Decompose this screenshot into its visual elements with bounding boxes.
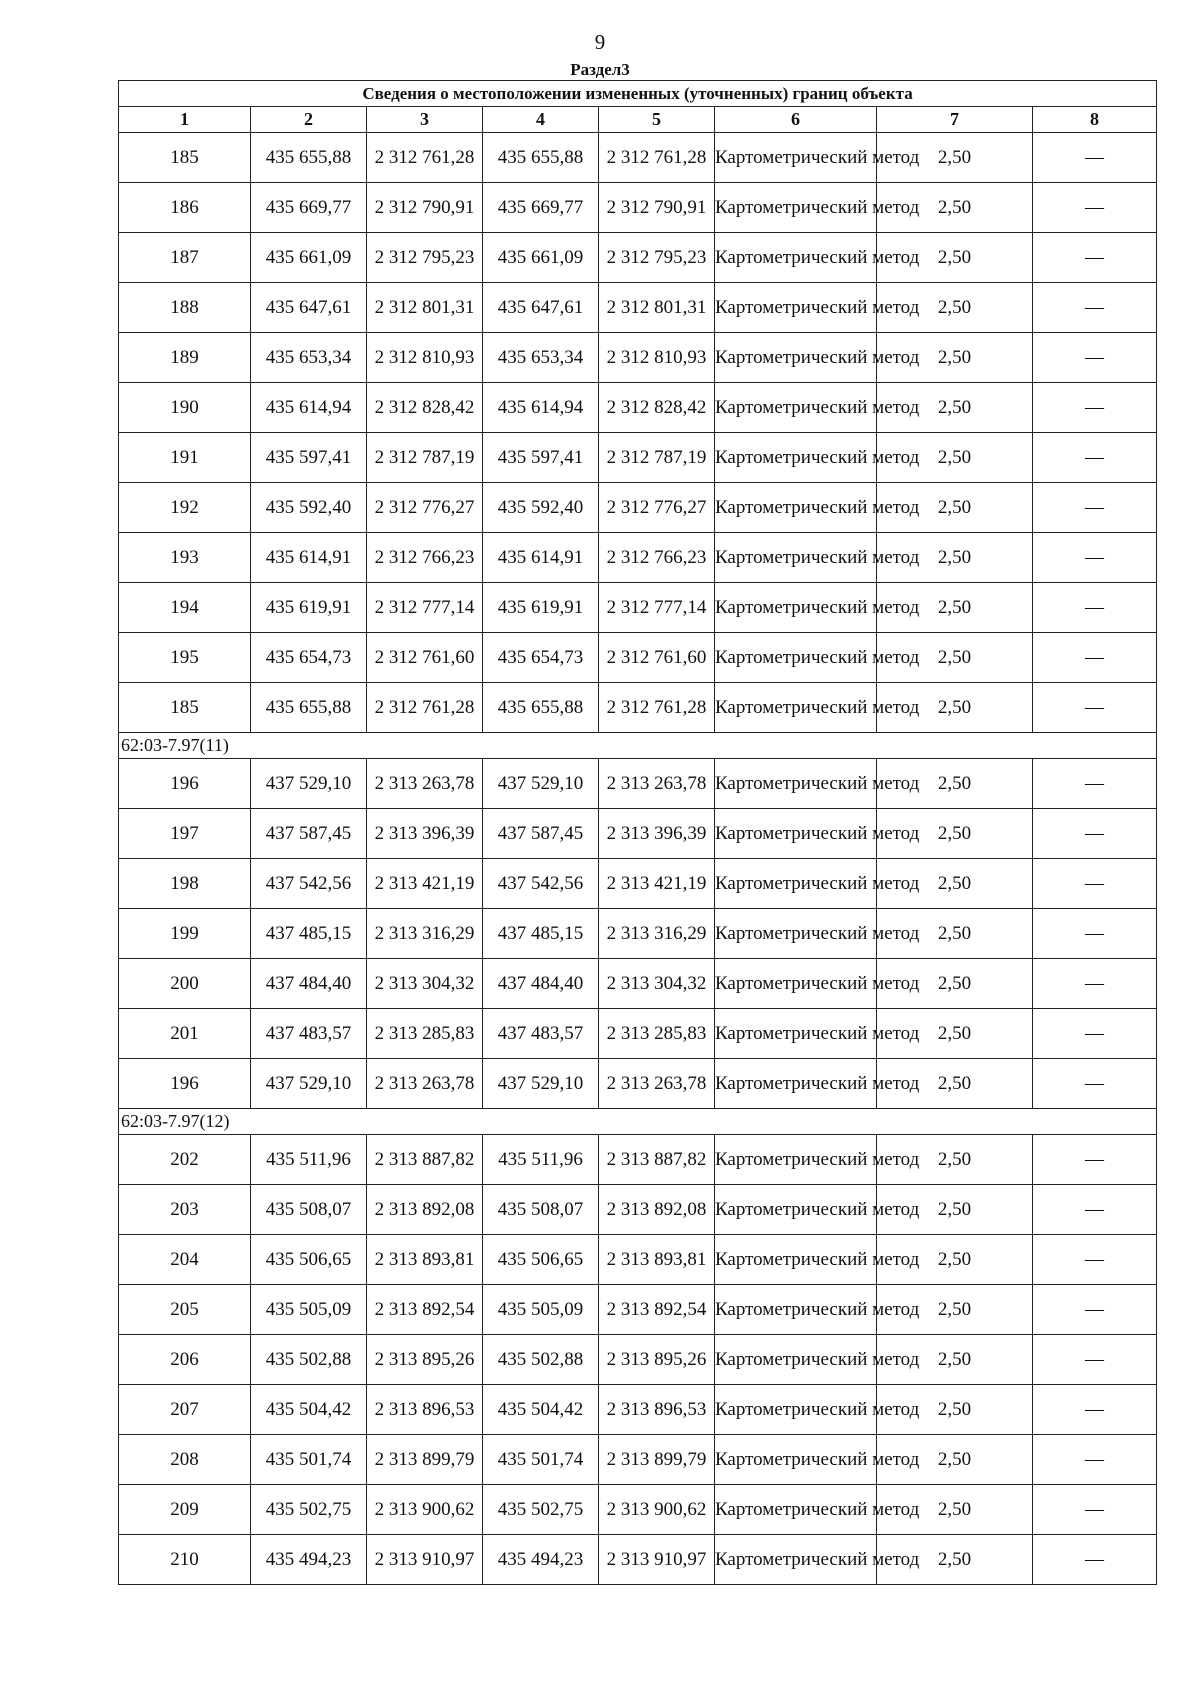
point-number-cell: 193 bbox=[119, 533, 251, 583]
method-cell: Картометрический метод bbox=[715, 1485, 877, 1535]
x-coord-new-cell: 435 614,91 bbox=[483, 533, 599, 583]
point-number-cell: 203 bbox=[119, 1185, 251, 1235]
table-row bbox=[119, 1009, 1157, 1059]
table-row bbox=[119, 1385, 1157, 1435]
description-cell: — bbox=[1033, 1335, 1157, 1385]
x-coord-new-cell: 435 661,09 bbox=[483, 233, 599, 283]
point-number-cell: 207 bbox=[119, 1385, 251, 1435]
point-number-cell: 191 bbox=[119, 433, 251, 483]
boundary-table bbox=[118, 80, 1157, 1585]
table-row bbox=[119, 433, 1157, 483]
group-label: 62:03-7.97(12) bbox=[119, 1109, 1157, 1135]
x-coord-new-cell: 435 502,75 bbox=[483, 1485, 599, 1535]
accuracy-cell: 2,50 bbox=[877, 283, 1033, 333]
x-coord-new-cell: 435 505,09 bbox=[483, 1285, 599, 1335]
x-coord-cell: 435 647,61 bbox=[251, 283, 367, 333]
description-cell: — bbox=[1033, 1535, 1157, 1585]
y-coord-cell: 2 313 396,39 bbox=[367, 809, 483, 859]
x-coord-new-cell: 437 529,10 bbox=[483, 1059, 599, 1109]
table-row bbox=[119, 633, 1157, 683]
y-coord-cell: 2 313 887,82 bbox=[367, 1135, 483, 1185]
method-cell: Картометрический метод bbox=[715, 1285, 877, 1335]
group-label: 62:03-7.97(11) bbox=[119, 733, 1157, 759]
method-cell: Картометрический метод bbox=[715, 583, 877, 633]
x-coord-new-cell: 435 511,96 bbox=[483, 1135, 599, 1185]
y-coord-new-cell: 2 312 761,28 bbox=[599, 133, 715, 183]
table-body bbox=[119, 133, 1157, 1585]
point-number-cell: 190 bbox=[119, 383, 251, 433]
x-coord-new-cell: 435 597,41 bbox=[483, 433, 599, 483]
x-coord-cell: 435 504,42 bbox=[251, 1385, 367, 1435]
y-coord-cell: 2 313 899,79 bbox=[367, 1435, 483, 1485]
table-row bbox=[119, 809, 1157, 859]
accuracy-cell: 2,50 bbox=[877, 1335, 1033, 1385]
x-coord-cell: 435 506,65 bbox=[251, 1235, 367, 1285]
y-coord-new-cell: 2 313 304,32 bbox=[599, 959, 715, 1009]
table-row bbox=[119, 859, 1157, 909]
y-coord-cell: 2 312 801,31 bbox=[367, 283, 483, 333]
table-row bbox=[119, 183, 1157, 233]
x-coord-cell: 435 597,41 bbox=[251, 433, 367, 483]
table-row bbox=[119, 333, 1157, 383]
y-coord-new-cell: 2 312 790,91 bbox=[599, 183, 715, 233]
method-cell: Картометрический метод bbox=[715, 959, 877, 1009]
accuracy-cell: 2,50 bbox=[877, 1385, 1033, 1435]
x-coord-cell: 435 614,94 bbox=[251, 383, 367, 433]
y-coord-new-cell: 2 313 892,08 bbox=[599, 1185, 715, 1235]
y-coord-cell: 2 312 828,42 bbox=[367, 383, 483, 433]
y-coord-new-cell: 2 313 316,29 bbox=[599, 909, 715, 959]
y-coord-new-cell: 2 313 896,53 bbox=[599, 1385, 715, 1435]
y-coord-new-cell: 2 313 895,26 bbox=[599, 1335, 715, 1385]
y-coord-new-cell: 2 313 887,82 bbox=[599, 1135, 715, 1185]
description-cell: — bbox=[1033, 1385, 1157, 1435]
description-cell: — bbox=[1033, 1135, 1157, 1185]
x-coord-new-cell: 435 655,88 bbox=[483, 133, 599, 183]
description-cell: — bbox=[1033, 1009, 1157, 1059]
description-cell: — bbox=[1033, 283, 1157, 333]
column-number: 7 bbox=[877, 107, 1033, 133]
y-coord-cell: 2 312 766,23 bbox=[367, 533, 483, 583]
column-number: 4 bbox=[483, 107, 599, 133]
x-coord-new-cell: 435 654,73 bbox=[483, 633, 599, 683]
accuracy-cell: 2,50 bbox=[877, 433, 1033, 483]
x-coord-new-cell: 435 501,74 bbox=[483, 1435, 599, 1485]
point-number-cell: 210 bbox=[119, 1535, 251, 1585]
accuracy-cell: 2,50 bbox=[877, 183, 1033, 233]
y-coord-new-cell: 2 312 761,28 bbox=[599, 683, 715, 733]
x-coord-new-cell: 435 502,88 bbox=[483, 1335, 599, 1385]
y-coord-new-cell: 2 312 777,14 bbox=[599, 583, 715, 633]
x-coord-new-cell: 437 484,40 bbox=[483, 959, 599, 1009]
y-coord-cell: 2 313 895,26 bbox=[367, 1335, 483, 1385]
column-number: 3 bbox=[367, 107, 483, 133]
x-coord-cell: 435 511,96 bbox=[251, 1135, 367, 1185]
accuracy-cell: 2,50 bbox=[877, 1009, 1033, 1059]
x-coord-new-cell: 435 494,23 bbox=[483, 1535, 599, 1585]
description-cell: — bbox=[1033, 383, 1157, 433]
x-coord-cell: 435 619,91 bbox=[251, 583, 367, 633]
x-coord-cell: 435 494,23 bbox=[251, 1535, 367, 1585]
description-cell: — bbox=[1033, 683, 1157, 733]
point-number-cell: 200 bbox=[119, 959, 251, 1009]
y-coord-cell: 2 313 896,53 bbox=[367, 1385, 483, 1435]
group-label-row bbox=[119, 1109, 1157, 1135]
description-cell: — bbox=[1033, 133, 1157, 183]
y-coord-new-cell: 2 313 421,19 bbox=[599, 859, 715, 909]
y-coord-cell: 2 313 263,78 bbox=[367, 1059, 483, 1109]
description-cell: — bbox=[1033, 1185, 1157, 1235]
x-coord-new-cell: 435 669,77 bbox=[483, 183, 599, 233]
method-cell: Картометрический метод bbox=[715, 133, 877, 183]
x-coord-new-cell: 435 619,91 bbox=[483, 583, 599, 633]
description-cell: — bbox=[1033, 809, 1157, 859]
y-coord-cell: 2 313 304,32 bbox=[367, 959, 483, 1009]
accuracy-cell: 2,50 bbox=[877, 233, 1033, 283]
accuracy-cell: 2,50 bbox=[877, 583, 1033, 633]
table-row bbox=[119, 383, 1157, 433]
x-coord-cell: 435 655,88 bbox=[251, 133, 367, 183]
page-number: 9 bbox=[594, 30, 606, 54]
x-coord-cell: 435 505,09 bbox=[251, 1285, 367, 1335]
accuracy-cell: 2,50 bbox=[877, 909, 1033, 959]
description-cell: — bbox=[1033, 333, 1157, 383]
y-coord-new-cell: 2 312 801,31 bbox=[599, 283, 715, 333]
point-number-cell: 198 bbox=[119, 859, 251, 909]
column-number: 5 bbox=[599, 107, 715, 133]
method-cell: Картометрический метод bbox=[715, 433, 877, 483]
group-label-row bbox=[119, 733, 1157, 759]
table-row bbox=[119, 583, 1157, 633]
description-cell: — bbox=[1033, 483, 1157, 533]
y-coord-cell: 2 312 761,28 bbox=[367, 133, 483, 183]
method-cell: Картометрический метод bbox=[715, 1235, 877, 1285]
method-cell: Картометрический метод bbox=[715, 483, 877, 533]
y-coord-cell: 2 313 892,54 bbox=[367, 1285, 483, 1335]
y-coord-new-cell: 2 313 396,39 bbox=[599, 809, 715, 859]
y-coord-cell: 2 312 790,91 bbox=[367, 183, 483, 233]
x-coord-new-cell: 437 542,56 bbox=[483, 859, 599, 909]
y-coord-new-cell: 2 313 892,54 bbox=[599, 1285, 715, 1335]
description-cell: — bbox=[1033, 1059, 1157, 1109]
accuracy-cell: 2,50 bbox=[877, 759, 1033, 809]
x-coord-new-cell: 435 504,42 bbox=[483, 1385, 599, 1435]
method-cell: Картометрический метод bbox=[715, 333, 877, 383]
y-coord-cell: 2 313 316,29 bbox=[367, 909, 483, 959]
description-cell: — bbox=[1033, 1235, 1157, 1285]
accuracy-cell: 2,50 bbox=[877, 859, 1033, 909]
accuracy-cell: 2,50 bbox=[877, 809, 1033, 859]
table-row bbox=[119, 133, 1157, 183]
column-number: 1 bbox=[119, 107, 251, 133]
accuracy-cell: 2,50 bbox=[877, 133, 1033, 183]
table-row bbox=[119, 533, 1157, 583]
y-coord-cell: 2 312 795,23 bbox=[367, 233, 483, 283]
point-number-cell: 202 bbox=[119, 1135, 251, 1185]
y-coord-cell: 2 312 776,27 bbox=[367, 483, 483, 533]
table-row bbox=[119, 1059, 1157, 1109]
point-number-cell: 187 bbox=[119, 233, 251, 283]
x-coord-new-cell: 437 529,10 bbox=[483, 759, 599, 809]
point-number-cell: 206 bbox=[119, 1335, 251, 1385]
point-number-cell: 196 bbox=[119, 759, 251, 809]
x-coord-cell: 437 529,10 bbox=[251, 759, 367, 809]
point-number-cell: 205 bbox=[119, 1285, 251, 1335]
x-coord-new-cell: 435 647,61 bbox=[483, 283, 599, 333]
y-coord-cell: 2 312 761,60 bbox=[367, 633, 483, 683]
accuracy-cell: 2,50 bbox=[877, 959, 1033, 1009]
method-cell: Картометрический метод bbox=[715, 809, 877, 859]
x-coord-new-cell: 437 483,57 bbox=[483, 1009, 599, 1059]
description-cell: — bbox=[1033, 1435, 1157, 1485]
accuracy-cell: 2,50 bbox=[877, 1435, 1033, 1485]
accuracy-cell: 2,50 bbox=[877, 483, 1033, 533]
point-number-cell: 192 bbox=[119, 483, 251, 533]
y-coord-cell: 2 313 910,97 bbox=[367, 1535, 483, 1585]
point-number-cell: 185 bbox=[119, 133, 251, 183]
x-coord-cell: 435 592,40 bbox=[251, 483, 367, 533]
accuracy-cell: 2,50 bbox=[877, 1135, 1033, 1185]
point-number-cell: 208 bbox=[119, 1435, 251, 1485]
y-coord-cell: 2 313 263,78 bbox=[367, 759, 483, 809]
point-number-cell: 186 bbox=[119, 183, 251, 233]
y-coord-new-cell: 2 313 893,81 bbox=[599, 1235, 715, 1285]
y-coord-new-cell: 2 313 263,78 bbox=[599, 759, 715, 809]
y-coord-cell: 2 312 810,93 bbox=[367, 333, 483, 383]
method-cell: Картометрический метод bbox=[715, 233, 877, 283]
description-cell: — bbox=[1033, 633, 1157, 683]
table-row bbox=[119, 233, 1157, 283]
description-cell: — bbox=[1033, 859, 1157, 909]
accuracy-cell: 2,50 bbox=[877, 533, 1033, 583]
method-cell: Картометрический метод bbox=[715, 1009, 877, 1059]
x-coord-cell: 437 542,56 bbox=[251, 859, 367, 909]
method-cell: Картометрический метод bbox=[715, 683, 877, 733]
y-coord-cell: 2 312 777,14 bbox=[367, 583, 483, 633]
x-coord-cell: 437 484,40 bbox=[251, 959, 367, 1009]
accuracy-cell: 2,50 bbox=[877, 1485, 1033, 1535]
x-coord-cell: 435 501,74 bbox=[251, 1435, 367, 1485]
description-cell: — bbox=[1033, 1485, 1157, 1535]
x-coord-new-cell: 435 655,88 bbox=[483, 683, 599, 733]
point-number-cell: 194 bbox=[119, 583, 251, 633]
x-coord-new-cell: 435 614,94 bbox=[483, 383, 599, 433]
table-row bbox=[119, 1135, 1157, 1185]
y-coord-new-cell: 2 312 766,23 bbox=[599, 533, 715, 583]
method-cell: Картометрический метод bbox=[715, 633, 877, 683]
x-coord-cell: 435 653,34 bbox=[251, 333, 367, 383]
table-row bbox=[119, 1335, 1157, 1385]
table-row bbox=[119, 1285, 1157, 1335]
x-coord-cell: 437 483,57 bbox=[251, 1009, 367, 1059]
description-cell: — bbox=[1033, 959, 1157, 1009]
x-coord-new-cell: 435 506,65 bbox=[483, 1235, 599, 1285]
point-number-cell: 199 bbox=[119, 909, 251, 959]
x-coord-cell: 437 529,10 bbox=[251, 1059, 367, 1109]
point-number-cell: 188 bbox=[119, 283, 251, 333]
table-row bbox=[119, 909, 1157, 959]
description-cell: — bbox=[1033, 233, 1157, 283]
method-cell: Картометрический метод bbox=[715, 1185, 877, 1235]
table-row bbox=[119, 959, 1157, 1009]
y-coord-cell: 2 313 893,81 bbox=[367, 1235, 483, 1285]
accuracy-cell: 2,50 bbox=[877, 1285, 1033, 1335]
table-row bbox=[119, 683, 1157, 733]
x-coord-new-cell: 437 587,45 bbox=[483, 809, 599, 859]
method-cell: Картометрический метод bbox=[715, 1435, 877, 1485]
y-coord-cell: 2 313 421,19 bbox=[367, 859, 483, 909]
description-cell: — bbox=[1033, 583, 1157, 633]
method-cell: Картометрический метод bbox=[715, 1135, 877, 1185]
point-number-cell: 196 bbox=[119, 1059, 251, 1109]
table-row bbox=[119, 483, 1157, 533]
table-row bbox=[119, 1185, 1157, 1235]
accuracy-cell: 2,50 bbox=[877, 683, 1033, 733]
x-coord-cell: 435 614,91 bbox=[251, 533, 367, 583]
method-cell: Картометрический метод bbox=[715, 183, 877, 233]
y-coord-new-cell: 2 313 285,83 bbox=[599, 1009, 715, 1059]
point-number-cell: 201 bbox=[119, 1009, 251, 1059]
method-cell: Картометрический метод bbox=[715, 1335, 877, 1385]
method-cell: Картометрический метод bbox=[715, 533, 877, 583]
y-coord-cell: 2 312 761,28 bbox=[367, 683, 483, 733]
method-cell: Картометрический метод bbox=[715, 909, 877, 959]
accuracy-cell: 2,50 bbox=[877, 1185, 1033, 1235]
x-coord-cell: 435 669,77 bbox=[251, 183, 367, 233]
y-coord-new-cell: 2 313 899,79 bbox=[599, 1435, 715, 1485]
y-coord-cell: 2 313 285,83 bbox=[367, 1009, 483, 1059]
x-coord-cell: 437 587,45 bbox=[251, 809, 367, 859]
table-row bbox=[119, 1485, 1157, 1535]
y-coord-new-cell: 2 313 900,62 bbox=[599, 1485, 715, 1535]
description-cell: — bbox=[1033, 533, 1157, 583]
section-title: Раздел3 bbox=[570, 60, 630, 79]
table-caption: Сведения о местоположении измененных (уточненных) границ объекта bbox=[119, 81, 1157, 107]
table-row bbox=[119, 1435, 1157, 1485]
y-coord-cell: 2 313 900,62 bbox=[367, 1485, 483, 1535]
x-coord-cell: 435 502,75 bbox=[251, 1485, 367, 1535]
y-coord-new-cell: 2 313 910,97 bbox=[599, 1535, 715, 1585]
y-coord-new-cell: 2 312 795,23 bbox=[599, 233, 715, 283]
accuracy-cell: 2,50 bbox=[877, 633, 1033, 683]
x-coord-cell: 435 661,09 bbox=[251, 233, 367, 283]
accuracy-cell: 2,50 bbox=[877, 333, 1033, 383]
method-cell: Картометрический метод bbox=[715, 859, 877, 909]
x-coord-new-cell: 435 653,34 bbox=[483, 333, 599, 383]
point-number-cell: 189 bbox=[119, 333, 251, 383]
table-row bbox=[119, 283, 1157, 333]
accuracy-cell: 2,50 bbox=[877, 1235, 1033, 1285]
description-cell: — bbox=[1033, 433, 1157, 483]
description-cell: — bbox=[1033, 1285, 1157, 1335]
method-cell: Картометрический метод bbox=[715, 1385, 877, 1435]
table-row bbox=[119, 759, 1157, 809]
x-coord-new-cell: 437 485,15 bbox=[483, 909, 599, 959]
method-cell: Картометрический метод bbox=[715, 383, 877, 433]
y-coord-new-cell: 2 312 828,42 bbox=[599, 383, 715, 433]
x-coord-cell: 435 508,07 bbox=[251, 1185, 367, 1235]
y-coord-new-cell: 2 312 810,93 bbox=[599, 333, 715, 383]
y-coord-new-cell: 2 313 263,78 bbox=[599, 1059, 715, 1109]
method-cell: Картометрический метод bbox=[715, 1059, 877, 1109]
y-coord-cell: 2 312 787,19 bbox=[367, 433, 483, 483]
point-number-cell: 195 bbox=[119, 633, 251, 683]
table-row bbox=[119, 1235, 1157, 1285]
method-cell: Картометрический метод bbox=[715, 759, 877, 809]
x-coord-cell: 435 502,88 bbox=[251, 1335, 367, 1385]
x-coord-cell: 435 655,88 bbox=[251, 683, 367, 733]
x-coord-new-cell: 435 592,40 bbox=[483, 483, 599, 533]
description-cell: — bbox=[1033, 759, 1157, 809]
y-coord-new-cell: 2 312 761,60 bbox=[599, 633, 715, 683]
x-coord-cell: 437 485,15 bbox=[251, 909, 367, 959]
point-number-cell: 209 bbox=[119, 1485, 251, 1535]
point-number-cell: 185 bbox=[119, 683, 251, 733]
method-cell: Картометрический метод bbox=[715, 1535, 877, 1585]
column-number: 6 bbox=[715, 107, 877, 133]
y-coord-cell: 2 313 892,08 bbox=[367, 1185, 483, 1235]
description-cell: — bbox=[1033, 183, 1157, 233]
accuracy-cell: 2,50 bbox=[877, 383, 1033, 433]
description-cell: — bbox=[1033, 909, 1157, 959]
x-coord-cell: 435 654,73 bbox=[251, 633, 367, 683]
column-number: 2 bbox=[251, 107, 367, 133]
point-number-cell: 204 bbox=[119, 1235, 251, 1285]
x-coord-new-cell: 435 508,07 bbox=[483, 1185, 599, 1235]
table-row bbox=[119, 1535, 1157, 1585]
method-cell: Картометрический метод bbox=[715, 283, 877, 333]
point-number-cell: 197 bbox=[119, 809, 251, 859]
column-number: 8 bbox=[1033, 107, 1157, 133]
accuracy-cell: 2,50 bbox=[877, 1535, 1033, 1585]
accuracy-cell: 2,50 bbox=[877, 1059, 1033, 1109]
column-numbers-row bbox=[119, 107, 1157, 133]
y-coord-new-cell: 2 312 787,19 bbox=[599, 433, 715, 483]
y-coord-new-cell: 2 312 776,27 bbox=[599, 483, 715, 533]
